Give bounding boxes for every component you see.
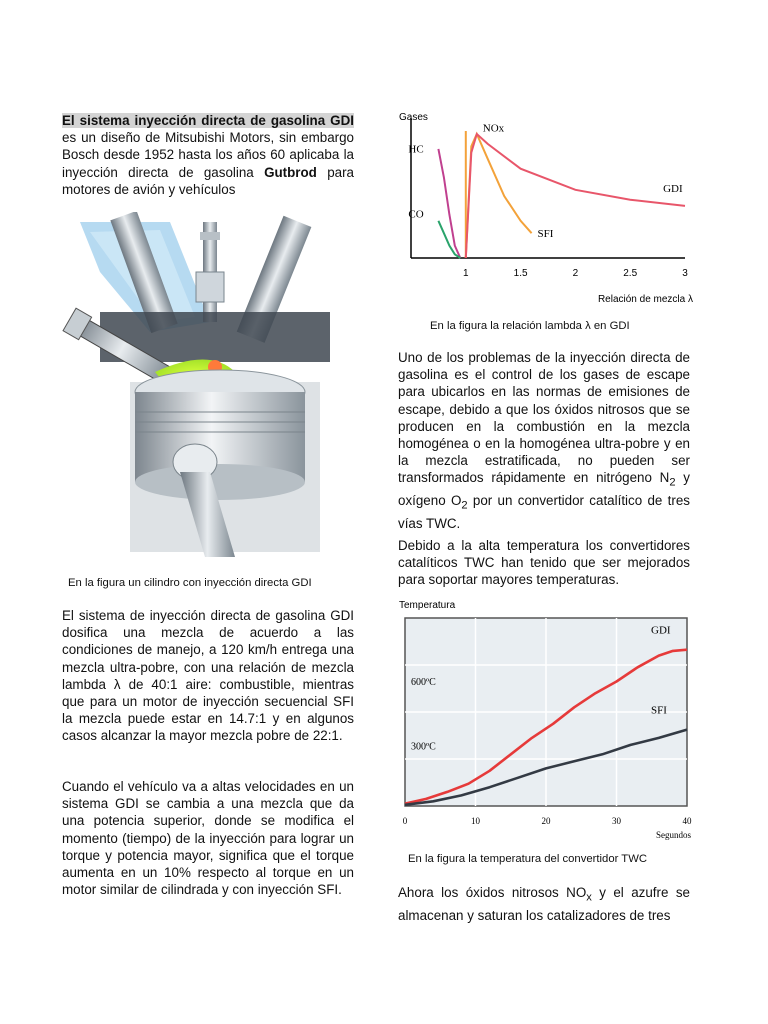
high-speed-paragraph: Cuando el vehículo va a altas velocidades en un sistema GDI se cambia a una mezcla que da una potencia superior, donde se modifica el momento (tiempo) de la inyección para lograr un torque y potencia mayor, significa que el torque aumenta en un 10% respecto al torque en un motor similar de cilindrada y con inyección SFI. [62,779,354,898]
x-tick-label: 0 [402,816,408,826]
n2-subscript: 2 [669,477,676,490]
x-tick-label: 2 [572,268,579,279]
intro-brand: Gutbrod [264,164,317,180]
x-axis-label: Relación de mezcla λ [597,294,693,305]
x-tick-label: 1 [463,268,469,279]
series-hc-line [438,149,460,258]
lambda-gases-chart [395,108,705,308]
cylinder-illustration [60,212,360,562]
cylinder-caption: En la figura un cilindro con inyección directa GDI [68,577,312,589]
y-tick-label: 600ºC [411,677,436,688]
x-tick-label: 40 [682,816,692,826]
series-sfi-label: SFI [651,704,667,717]
annotation-hc: HC [408,143,424,156]
x-tick-label: 30 [612,816,621,826]
nox-subscript: x [586,891,592,904]
emissions-text-1: Uno de los problemas de la inyección directa de gasolina es el control de los gases de escape para ubicarlos en las normas de emisiones de escape, debido a que los óxidos nitrosos que se producen en la combustión en la mezcla homogénea o en la homogénea ultra-pobre y en la mezcla estratificada, no pueden ser transformados rápidamente en nitrógeno N [398,350,690,486]
o2-subscript: 2 [461,499,468,512]
intro-text-1: es un diseño de Mitsubishi Motors, sin embargo Bosch desde 1952 hasta los años 60 aplicaba la inyección directa de gasolina [62,130,354,180]
emissions-paragraph [398,349,690,532]
x-tick-label: 10 [471,816,480,826]
intro-text-2: para motores de avión y vehículos [62,164,354,197]
emissions-text-3: por un convertidor catalítico de tres vías TWC. [398,493,690,532]
y-tick-label: 300ºC [411,741,436,753]
x-tick-label: 2.5 [623,268,638,279]
nox-text-2: y el azufre se almacenan y saturan los catalizadores de tres [398,885,690,923]
annotation-nox: NOx [482,122,505,135]
annotation-co: CO [408,208,424,221]
annotation-gdi: GDI [663,182,683,195]
x-tick-label: 20 [541,816,551,826]
x-tick-label: 3 [682,268,688,279]
temperature-caption: En la figura la temperatura del convertidor TWC [408,853,648,865]
temperature-paragraph: Debido a la alta temperatura los convertidores catalíticos TWC han tenido que ser mejorados para soportar mayores temperaturas. [398,538,690,588]
y-axis-label: Temperatura [399,600,456,611]
x-axis-label: Segundos [655,830,691,840]
intro-paragraph [62,112,354,198]
x-tick-label: 1.5 [513,268,528,279]
intro-highlight: El sistema inyección directa de gasolina GDI [62,113,354,128]
emissions-text-2: y oxígeno O [398,470,691,509]
series-gdi-line [466,134,685,258]
series-gdi-label: GDI [651,624,671,637]
gdi-mixture-paragraph: El sistema de inyección directa de gasolina GDI dosifica una mezcla de acuerdo a las condiciones de manejo, a 120 km/h entrega una mezcla ultra-pobre, con una relación de mezcla lambda λ de 40:1 aire: combustible, mientras que para un motor de inyección secuencial SFI la mezcla puede estar en 14.7:1 y en algunos casos alcanzar la mayor mezcla pobre de 22:1. [62,608,354,744]
nox-text-1: Ahora los óxidos nitrosos NO [398,885,587,900]
y-axis-label: Gases [399,112,428,123]
annotation-sfi: SFI [537,228,554,241]
nox-paragraph [398,884,690,924]
lambda-caption: En la figura la relación lambda λ en GDI [430,320,630,332]
temperature-chart [395,596,705,846]
